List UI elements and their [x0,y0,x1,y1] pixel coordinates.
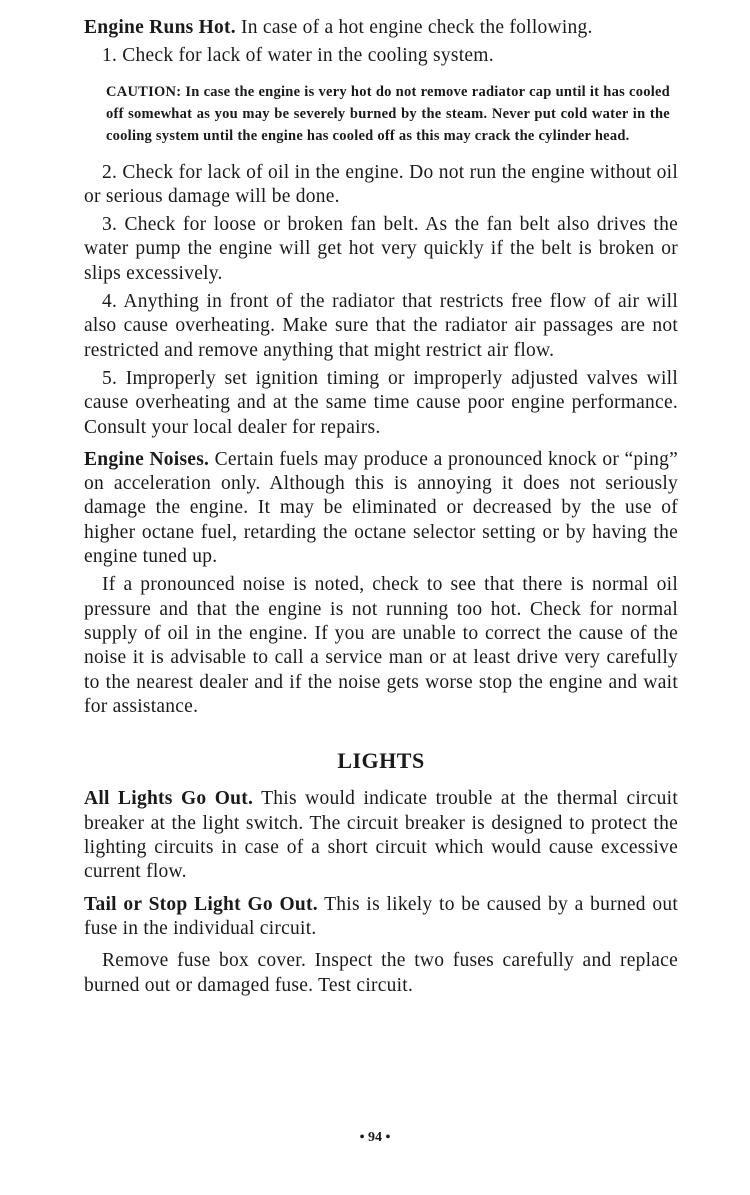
page-body [84,16,678,1002]
tail-light-paragraph: Tail or Stop Light Go Out. This is likely to be caused by a burned out fuse in the individual circuit. [84,893,678,939]
all-lights-paragraph: All Lights Go Out. This would indicate trouble at the thermal circuit breaker at the light switch. The circuit breaker is designed to protect the lighting circuits in case of a short circuit which would cause excessive current flow. [84,788,678,883]
section-heading: All Lights Go Out. [84,788,254,810]
section-heading: Engine Runs Hot. [84,17,236,38]
caution-note: CAUTION: In case the engine is very hot do not remove radiator cap until it has cooled off somewhat as you may be severely burned by the steam. Never put cold water in the cooling system until the engine has cooled off as this may crack the cylinder head. [106,83,670,144]
lights-title: LIGHTS [337,748,425,774]
section-heading: Engine Noises. [84,448,210,470]
list-item: 1. Check for lack of water in the cooling system. [102,45,494,67]
paragraph: Remove fuse box cover. Inspect the two fuses carefully and replace burned out or damaged fuse. Test circuit. [84,950,678,996]
engine-runs-hot-paragraph: Engine Runs Hot. In case of a hot engine check the following. [84,17,593,38]
list-item: 2. Check for lack of oil in the engine. Do not run the engine without oil or serious damage will be done. [84,161,678,207]
section-heading: Tail or Stop Light Go Out. [84,893,318,915]
engine-noises-paragraph: Engine Noises. Certain fuels may produce a pronounced knock or “ping” on acceleration only. Although this is annoying it does not seriously damage the engine. It may be eliminated or decreased by the use of higher octane fuel, retarding the octane selector setting or by having the engine tuned up. [84,448,678,568]
paragraph: If a pronounced noise is noted, check to see that there is normal oil pressure and that the engine is not running too hot. Check for normal supply of oil in the engine. If you are unable to correct the cause of the noise it is advisable to call a service man or at least drive very carefully to the nearest dealer and if the noise gets worse stop the engine and wait for assistance. [84,574,678,717]
page-number: • 94 • [359,1130,391,1145]
list-item: 3. Check for loose or broken fan belt. As the fan belt also drives the water pump the engine will get hot very quickly if the belt is broken or slips excessively. [84,214,678,284]
list-item: 5. Improperly set ignition timing or improperly adjusted valves will cause overheating and at the same time cause poor engine performance. Consult your local dealer for repairs. [84,367,678,438]
list-item: 4. Anything in front of the radiator that restricts free flow of air will also cause overheating. Make sure that the radiator air passages are not restricted and remove anything that might restrict air flow. [84,291,678,361]
